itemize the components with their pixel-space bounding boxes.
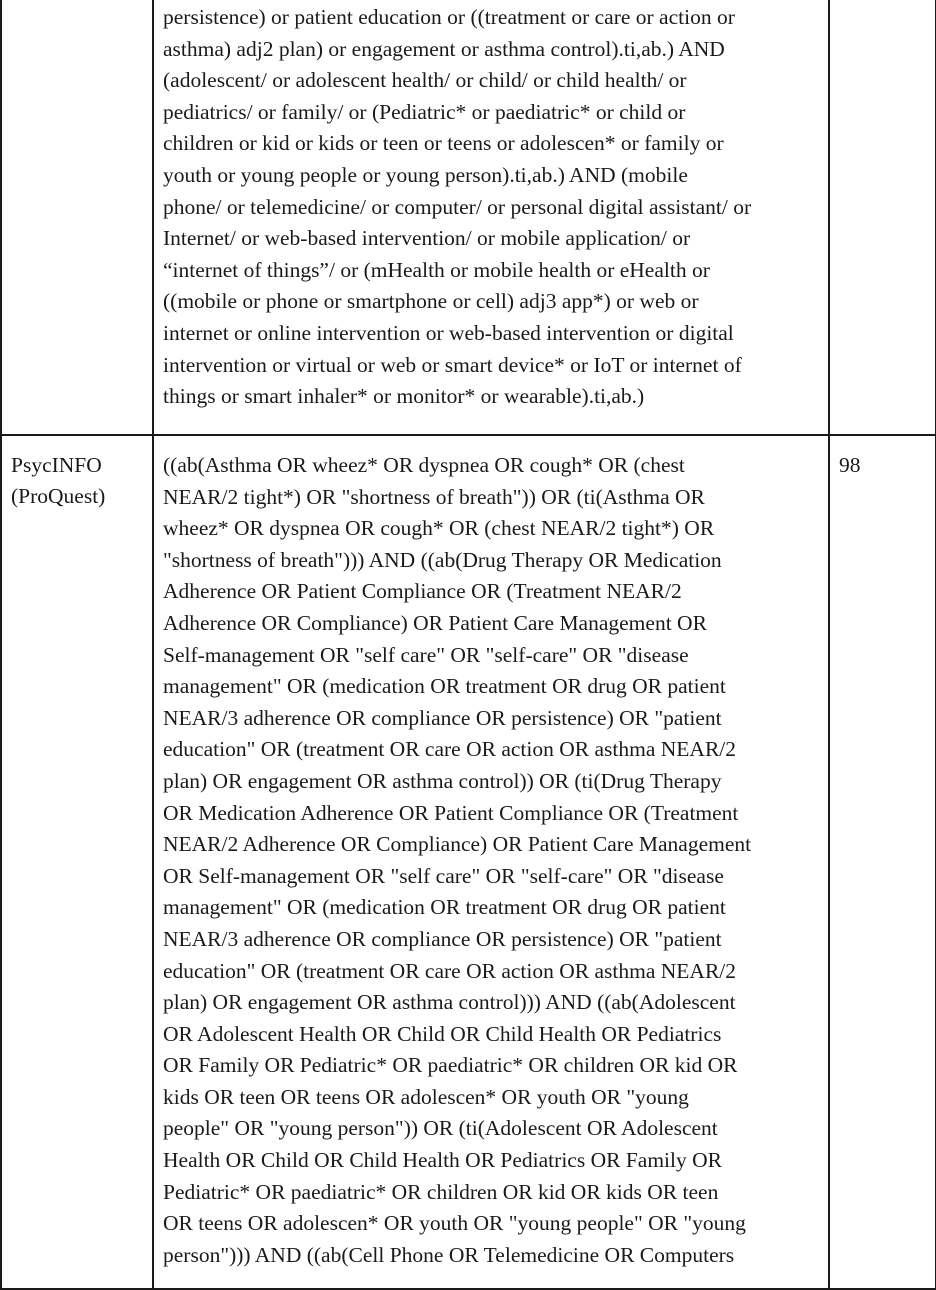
search-strategy-line: management" OR (medication OR treatment OR drug OR patient [163, 674, 726, 699]
table-row [1, 435, 936, 1289]
table-row [1, 0, 936, 435]
search-strategy-line: “internet of things”/ or (mHealth or mobile health or eHealth or [163, 257, 710, 282]
search-strategy-line: OR Family OR Pediatric* OR paediatric* OR children OR kid OR [163, 1053, 738, 1078]
database-name: PsycINFO [11, 453, 102, 477]
search-strategy-cell [153, 435, 829, 1289]
search-strategy-line: Adherence OR Patient Compliance OR (Treatment NEAR/2 [163, 579, 682, 604]
search-strategy-line: things or smart inhaler* or monitor* or wearable).ti,ab.) [163, 384, 645, 409]
search-strategy-line: asthma) adj2 plan) or engagement or asthma control).ti,ab.) AND [163, 36, 725, 61]
database-cell [1, 435, 153, 1289]
search-strategy-line: (adolescent/ or adolescent health/ or child/ or child health/ or [163, 68, 687, 93]
search-strategy-line: person"))) AND ((ab(Cell Phone OR Telemedicine OR Computers [163, 1242, 735, 1267]
search-strategy-line: Adherence OR Compliance) OR Patient Care Management OR [163, 610, 707, 635]
search-strategy-line: Internet/ or web-based intervention/ or mobile application/ or [163, 226, 691, 251]
search-strategy-line: youth or young people or young person).ti,ab.) AND (mobile [163, 162, 688, 187]
database-cell [1, 0, 153, 435]
search-strategy-line: management" OR (medication OR treatment OR drug OR patient [163, 895, 726, 920]
search-strategy-line: education" OR (treatment OR care OR action OR asthma NEAR/2 [163, 958, 737, 983]
search-strategy-line: plan) OR engagement OR asthma control))) AND ((ab(Adolescent [163, 990, 736, 1015]
search-strategy-line: NEAR/2 tight*) OR "shortness of breath")) OR (ti(Asthma OR [163, 484, 705, 509]
search-strategy-line: NEAR/3 adherence OR compliance OR persistence) OR "patient [163, 926, 722, 951]
search-strategy-line: Health OR Child OR Child Health OR Pediatrics OR Family OR [163, 1148, 722, 1173]
search-strategy-line: plan) OR engagement OR asthma control)) OR (ti(Drug Therapy [163, 768, 722, 793]
search-strategy-line: NEAR/2 Adherence OR Compliance) OR Patient Care Management [163, 832, 752, 857]
search-strategy-line: children or kid or kids or teen or teens or adolescen* or family or [163, 131, 724, 156]
search-strategy-line: internet or online intervention or web-based intervention or digital [163, 320, 734, 345]
search-strategy-line: wheez* OR dyspnea OR cough* OR (chest NEAR/2 tight*) OR [163, 516, 715, 541]
search-strategy-line: kids OR teen OR teens OR adolescen* OR youth OR "young [163, 1084, 689, 1109]
search-strategy-line: Pediatric* OR paediatric* OR children OR kid OR kids OR teen [163, 1179, 719, 1204]
database-platform: (ProQuest) [11, 484, 106, 508]
search-strategy-line: intervention or virtual or web or smart device* or IoT or internet of [163, 352, 742, 377]
search-strategy-line: people" OR "young person")) OR (ti(Adolescent OR Adolescent [163, 1116, 718, 1141]
search-strategy-line: education" OR (treatment OR care OR action OR asthma NEAR/2 [163, 737, 737, 762]
search-strategy-line: ((mobile or phone or smartphone or cell) adj3 app*) or web or [163, 289, 699, 314]
results-cell [829, 0, 936, 435]
results-cell [829, 435, 936, 1289]
search-strategy-line: persistence) or patient education or ((treatment or care or action or [163, 5, 735, 29]
search-strategy-line: pediatrics/ or family/ or (Pediatric* or paediatric* or child or [163, 99, 686, 124]
search-strategy-line: NEAR/3 adherence OR compliance OR persistence) OR "patient [163, 705, 722, 730]
search-strategy-line: OR Medication Adherence OR Patient Compliance OR (Treatment [163, 800, 739, 825]
results-count: 98 [839, 453, 861, 477]
search-strategy-line: Self-management OR "self care" OR "self-care" OR "disease [163, 642, 689, 667]
search-strategy-cell [153, 0, 829, 435]
search-strategy-line: ((ab(Asthma OR wheez* OR dyspnea OR cough* OR (chest [163, 453, 685, 477]
search-strategy-line: phone/ or telemedicine/ or computer/ or personal digital assistant/ or [163, 194, 752, 219]
search-strategy-line: OR Self-management OR "self care" OR "self-care" OR "disease [163, 863, 724, 888]
search-strategy-line: OR Adolescent Health OR Child OR Child Health OR Pediatrics [163, 1021, 722, 1046]
search-strategy-line: "shortness of breath"))) AND ((ab(Drug Therapy OR Medication [163, 547, 722, 572]
search-strategy-line: OR teens OR adolescen* OR youth OR "young people" OR "young [163, 1211, 746, 1236]
